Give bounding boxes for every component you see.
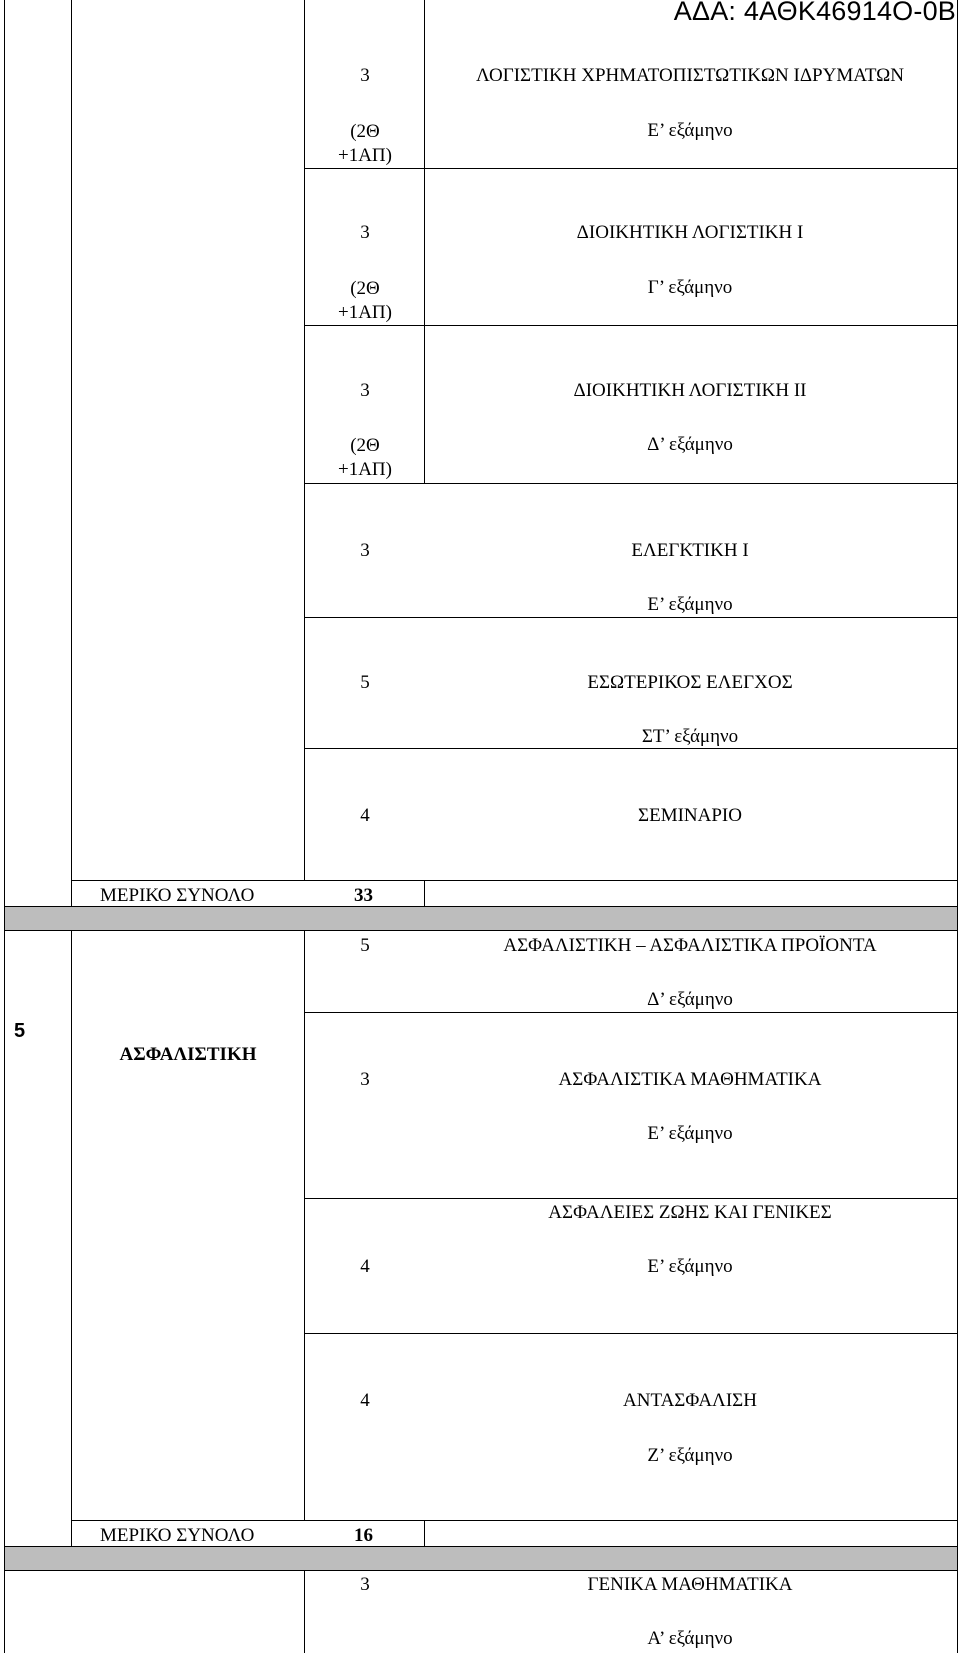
credits-note-cell: (2Θ +1ΑΠ) xyxy=(338,435,392,480)
column-divider xyxy=(304,1570,305,1653)
row-border xyxy=(304,748,957,749)
column-divider xyxy=(424,1520,425,1546)
semester-label: Α’ εξάμηνο xyxy=(647,1628,733,1649)
course-name: ΕΣΩΤΕΡΙΚΟΣ ΕΛΕΓΧΟΣ xyxy=(587,672,793,693)
semester-label: Δ’ εξάμηνο xyxy=(647,434,733,455)
course-name: ΑΣΦΑΛΙΣΤΙΚΗ – ΑΣΦΑΛΙΣΤΙΚΑ ΠΡΟΪΟΝΤΑ xyxy=(503,935,877,956)
column-divider xyxy=(71,0,72,906)
row-border xyxy=(304,1198,957,1199)
row-border xyxy=(4,930,957,931)
row-border xyxy=(71,1520,957,1521)
ada-code: ΑΔΑ: 4ΑΘΚ46914Ο-0Β xyxy=(673,0,956,26)
semester-label: ΣΤ’ εξάμηνο xyxy=(641,726,739,747)
credits-note-cell: (2Θ +1ΑΠ) xyxy=(338,278,392,323)
semester-label: Ε’ εξάμηνο xyxy=(647,120,733,141)
row-border xyxy=(71,880,957,881)
semester-label: Δ’ εξάμηνο xyxy=(647,989,733,1010)
credits-cell: 3 xyxy=(360,1574,370,1595)
credits-cell: 3 xyxy=(360,1069,370,1090)
course-name: ΔΙΟΙΚΗΤΙΚΗ ΛΟΓΙΣΤΙΚΗ Ι xyxy=(576,222,804,243)
column-divider xyxy=(424,880,425,906)
credits-cell: 5 xyxy=(360,672,370,693)
course-name: ΑΣΦΑΛΙΣΤΙΚΑ ΜΑΘΗΜΑΤΙΚΑ xyxy=(558,1069,822,1090)
credits-cell: 5 xyxy=(360,935,370,956)
credits-cell: 3 xyxy=(360,380,370,401)
row-border xyxy=(304,168,957,169)
credits-cell: 3 xyxy=(360,65,370,86)
column-divider xyxy=(304,930,305,1520)
semester-label: Ε’ εξάμηνο xyxy=(647,594,733,615)
section-number: 5 xyxy=(14,1020,26,1042)
row-border xyxy=(304,483,957,484)
course-name: ΛΟΓΙΣΤΙΚΗ ΧΡΗΜΑΤΟΠΙΣΤΩΤΙΚΩΝ ΙΔΡΥΜΑΤΩΝ xyxy=(476,65,904,86)
subtotal-label: ΜΕΡΙΚΟ ΣΥΝΟΛΟ xyxy=(100,885,255,906)
row-border xyxy=(4,1570,957,1571)
row-border xyxy=(304,325,957,326)
subtotal-value: 33 xyxy=(354,885,373,906)
row-border xyxy=(304,1012,957,1013)
separator-band xyxy=(4,1546,957,1570)
course-name: ΣΕΜΙΝΑΡΙΟ xyxy=(638,805,742,826)
credits-cell: 4 xyxy=(360,805,370,826)
course-name: ΑΣΦΑΛΕΙΕΣ ΖΩΗΣ ΚΑΙ ΓΕΝΙΚΕΣ xyxy=(548,1202,832,1223)
row-border xyxy=(304,617,957,618)
subtotal-label: ΜΕΡΙΚΟ ΣΥΝΟΛΟ xyxy=(100,1525,255,1546)
course-name: ΕΛΕΓΚΤΙΚΗ Ι xyxy=(631,540,749,561)
credits-cell: 3 xyxy=(360,540,370,561)
semester-label: Ζ’ εξάμηνο xyxy=(647,1445,733,1466)
course-name: ΓΕΝΙΚΑ ΜΑΘΗΜΑΤΙΚΑ xyxy=(587,1574,793,1595)
row-border xyxy=(304,1333,957,1334)
credits-cell: 4 xyxy=(360,1256,370,1277)
column-divider xyxy=(424,0,425,483)
separator-band xyxy=(4,906,957,930)
table-border-left xyxy=(4,0,5,1653)
credits-cell: 4 xyxy=(360,1390,370,1411)
semester-label: Γ’ εξάμηνο xyxy=(647,277,733,298)
course-name: ΑΝΤΑΣΦΑΛΙΣΗ xyxy=(623,1390,757,1411)
credits-cell: 3 xyxy=(360,222,370,243)
semester-label: Ε’ εξάμηνο xyxy=(647,1256,733,1277)
semester-label: Ε’ εξάμηνο xyxy=(647,1123,733,1144)
course-name: ΔΙΟΙΚΗΤΙΚΗ ΛΟΓΙΣΤΙΚΗ ΙΙ xyxy=(573,380,807,401)
section-title: ΑΣΦΑΛΙΣΤΙΚΗ xyxy=(119,1044,257,1065)
subtotal-value: 16 xyxy=(354,1525,373,1546)
table-border-right xyxy=(957,0,958,1653)
column-divider xyxy=(71,930,72,1546)
credits-note-cell: (2Θ +1ΑΠ) xyxy=(338,121,392,166)
